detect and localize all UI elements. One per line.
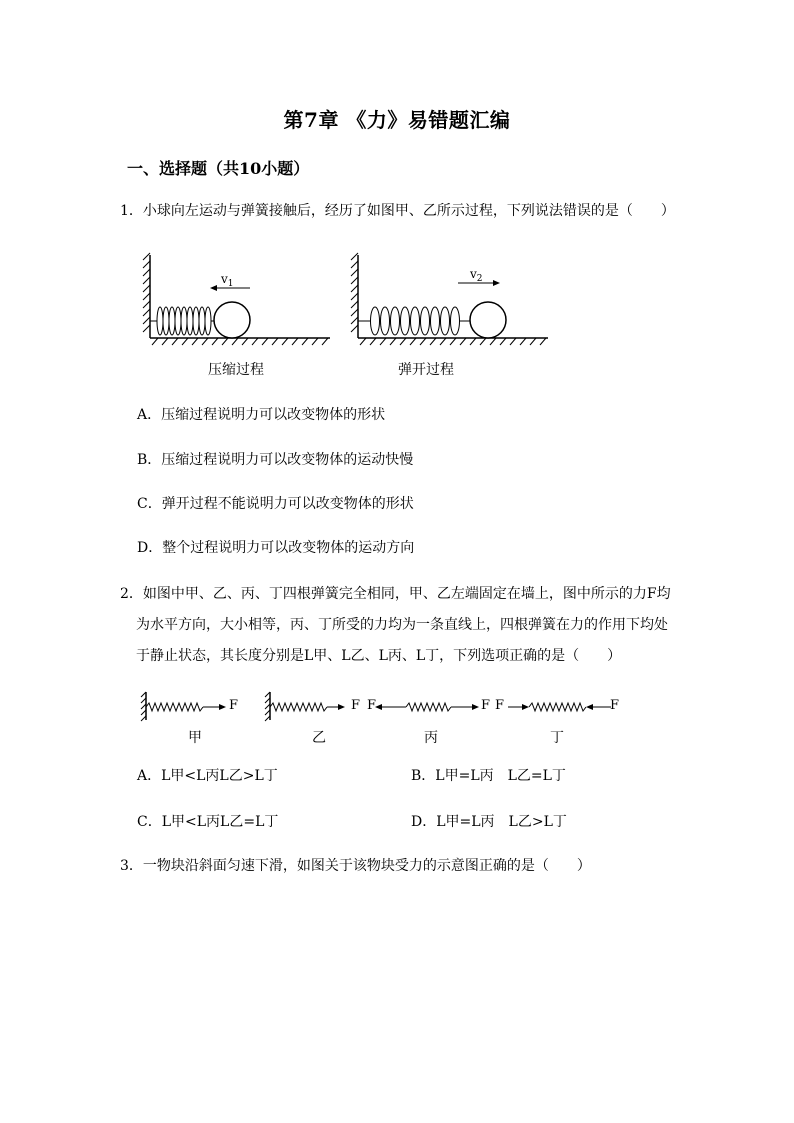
- compression-caption: 压缩过程: [208, 362, 264, 378]
- q1-option-d[interactable]: D．整个过程说明力可以改变物体的运动方向: [137, 540, 415, 556]
- force-label-bing-right: F: [481, 698, 491, 713]
- question-2-line-3: 于静止状态，其长度分别是L甲、L乙、L丙、L丁，下列选项正确的是（ ）: [136, 648, 622, 664]
- page-title: 第7章 《力》易错题汇编: [283, 108, 511, 132]
- spring-label-ding: 丁: [550, 730, 564, 746]
- q1-figure-compression: [140, 250, 340, 350]
- q1-option-c[interactable]: C．弹开过程不能说明力可以改变物体的形状: [137, 496, 414, 512]
- question-3-stem: 3．一物块沿斜面匀速下滑，如图关于该物块受力的示意图正确的是（ ）: [120, 858, 591, 874]
- force-label-ding-right: F: [610, 698, 620, 713]
- spring-label-jia: 甲: [188, 730, 202, 746]
- section-heading: 一、选择题（共10小题）: [127, 159, 310, 178]
- force-label-jia: F: [229, 698, 239, 713]
- velocity-v2-label: $v_2$: [470, 267, 483, 284]
- q2-option-c[interactable]: C．L甲<L丙L乙=L丁: [137, 814, 279, 830]
- spring-label-bing: 丙: [424, 730, 438, 746]
- force-label-yi: F: [351, 698, 361, 713]
- q2-option-d[interactable]: D．L甲=L丙 L乙>L丁: [411, 814, 567, 830]
- rebound-caption: 弹开过程: [398, 362, 454, 378]
- question-2-line-2: 为水平方向，大小相等，丙、丁所受的力均为一条直线上，四根弹簧在力的作用下均处: [136, 617, 668, 633]
- q2-option-b[interactable]: B．L甲=L丙 L乙=L丁: [411, 768, 566, 784]
- force-label-bing-left: F: [367, 698, 377, 713]
- q1-option-a[interactable]: A．压缩过程说明力可以改变物体的形状: [137, 407, 386, 423]
- q2-springs-figure: [138, 690, 628, 724]
- q2-option-a[interactable]: A．L甲<L丙L乙>L丁: [137, 768, 278, 784]
- force-label-ding-left: F: [495, 698, 505, 713]
- question-1-stem: 1．小球向左运动与弹簧接触后，经历了如图甲、乙所示过程，下列说法错误的是（ ）: [120, 203, 675, 219]
- question-2-line-1: 2．如图中甲、乙、丙、丁四根弹簧完全相同，甲、乙左端固定在墙上，图中所示的力F均: [120, 586, 671, 602]
- velocity-v1-label: $v_1$: [221, 272, 234, 289]
- q1-figure-rebound: [348, 250, 558, 350]
- spring-label-yi: 乙: [312, 730, 326, 746]
- q1-option-b[interactable]: B．压缩过程说明力可以改变物体的运动快慢: [137, 452, 414, 468]
